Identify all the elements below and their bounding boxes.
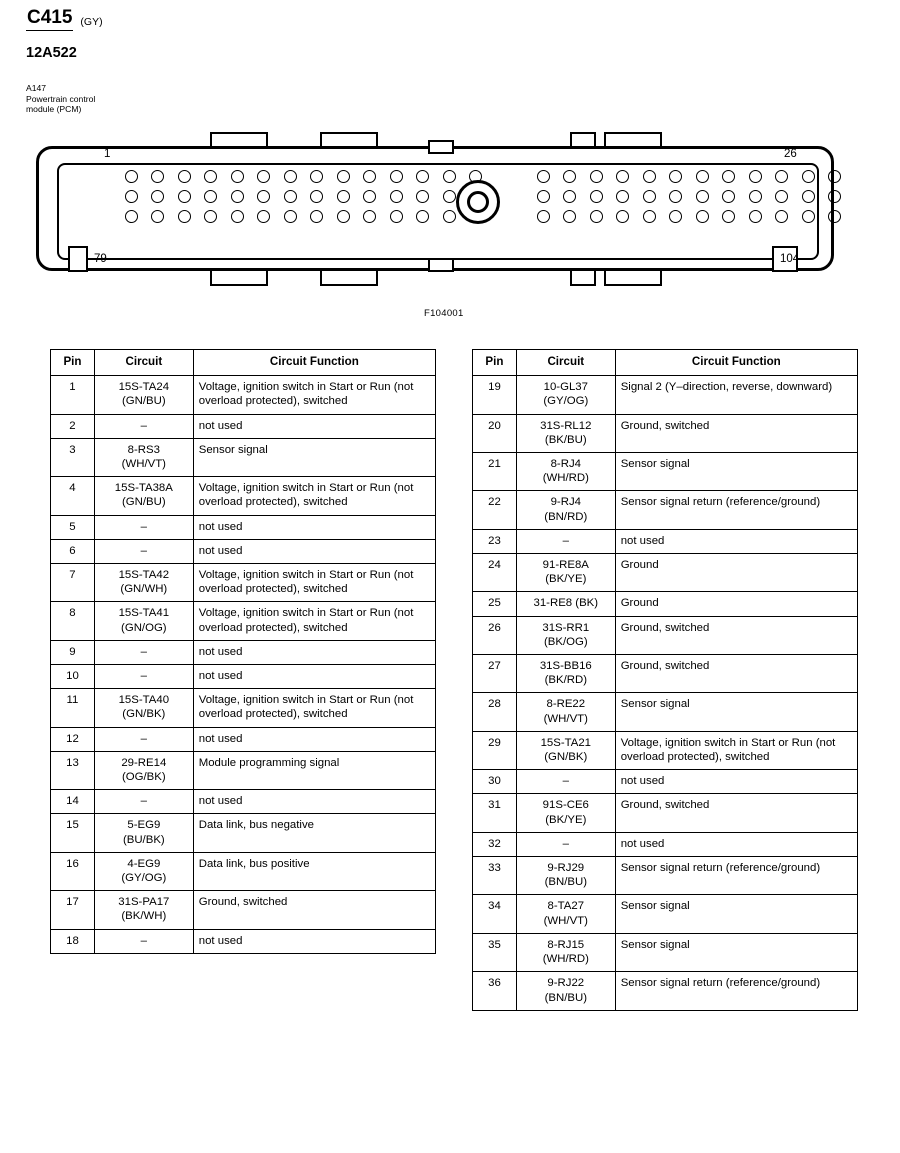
connector-color-code: (GY) — [80, 16, 103, 28]
pin-hole — [257, 210, 270, 223]
cell-circuit: – — [94, 414, 193, 438]
cell-circuit-function: Voltage, ignition switch in Start or Run (not overload protected), switched — [193, 376, 435, 414]
pin-hole — [696, 190, 709, 203]
cell-circuit-function: Ground — [615, 554, 857, 592]
table-row — [473, 453, 858, 491]
connector-center-notch-bottom — [428, 258, 454, 272]
table-row — [51, 852, 436, 890]
pin-hole — [775, 170, 788, 183]
table-row — [473, 414, 858, 452]
cell-pin: 10 — [51, 665, 95, 689]
cell-circuit: 8-RS3 (WH/VT) — [94, 438, 193, 476]
cell-circuit: 8-TA27 (WH/VT) — [516, 895, 615, 933]
pin-table-right-wrap — [472, 349, 858, 1011]
table-row — [473, 376, 858, 414]
cell-circuit: 15S-TA42 (GN/WH) — [94, 564, 193, 602]
cell-pin: 1 — [51, 376, 95, 414]
cell-circuit: 5-EG9 (BU/BK) — [94, 814, 193, 852]
cell-pin: 34 — [473, 895, 517, 933]
cell-circuit: – — [94, 539, 193, 563]
table-row — [473, 832, 858, 856]
cell-circuit: – — [94, 665, 193, 689]
cell-pin: 17 — [51, 891, 95, 929]
pin-number-bottom-left: 79 — [94, 253, 107, 265]
cell-circuit-function: Sensor signal return (reference/ground) — [615, 972, 857, 1010]
cell-circuit-function: Sensor signal — [615, 693, 857, 731]
cell-circuit: 8-RJ15 (WH/RD) — [516, 933, 615, 971]
cell-circuit: 15S-TA24 (GN/BU) — [94, 376, 193, 414]
cell-circuit-function: not used — [615, 529, 857, 553]
table-row — [51, 929, 436, 953]
cell-circuit-function: Ground, switched — [615, 655, 857, 693]
pin-table-left — [50, 349, 436, 954]
pin-table-right — [472, 349, 858, 1011]
pin-hole — [443, 170, 456, 183]
pin-hole — [257, 170, 270, 183]
pin-hole — [337, 170, 350, 183]
cell-circuit-function: not used — [193, 640, 435, 664]
pin-hole — [231, 170, 244, 183]
cell-circuit-function: Sensor signal return (reference/ground) — [615, 491, 857, 529]
cell-circuit-function: not used — [615, 770, 857, 794]
pin-hole — [443, 190, 456, 203]
cell-circuit: – — [94, 790, 193, 814]
cell-circuit-function: Ground, switched — [615, 794, 857, 832]
table-row — [473, 491, 858, 529]
cell-circuit: 31-RE8 (BK) — [516, 592, 615, 616]
pin-hole — [363, 210, 376, 223]
cell-circuit-function: Sensor signal — [615, 453, 857, 491]
pin-table-left-wrap — [50, 349, 436, 954]
table-row — [51, 891, 436, 929]
cell-circuit-function: Voltage, ignition switch in Start or Run (not overload protected), switched — [193, 689, 435, 727]
cell-pin: 19 — [473, 376, 517, 414]
figure-id: F104001 — [424, 308, 464, 319]
pin-hole — [749, 170, 762, 183]
pin-hole — [775, 210, 788, 223]
pin-hole — [749, 210, 762, 223]
table-row — [473, 616, 858, 654]
cell-circuit: 91S-CE6 (BK/YE) — [516, 794, 615, 832]
cell-circuit: – — [94, 929, 193, 953]
pin-hole — [390, 170, 403, 183]
pin-hole — [616, 190, 629, 203]
cell-circuit: – — [516, 770, 615, 794]
pin-hole — [284, 190, 297, 203]
cell-circuit: 15S-TA41 (GN/OG) — [94, 602, 193, 640]
cell-pin: 32 — [473, 832, 517, 856]
cell-circuit-function: Voltage, ignition switch in Start or Run (not overload protected), switched — [193, 602, 435, 640]
table-row — [473, 655, 858, 693]
cell-pin: 26 — [473, 616, 517, 654]
connector-keyway-left — [68, 246, 88, 272]
cell-pin: 22 — [473, 491, 517, 529]
table-row — [473, 770, 858, 794]
cell-pin: 14 — [51, 790, 95, 814]
cell-circuit: 10-GL37 (GY/OG) — [516, 376, 615, 414]
pin-hole — [151, 170, 164, 183]
cell-circuit: 9-RJ22 (BN/BU) — [516, 972, 615, 1010]
pin-hole — [231, 210, 244, 223]
cell-circuit-function: Data link, bus negative — [193, 814, 435, 852]
pin-hole — [125, 210, 138, 223]
pin-hole — [590, 210, 603, 223]
pin-hole — [310, 170, 323, 183]
cell-circuit: 31S-RL12 (BK/BU) — [516, 414, 615, 452]
cell-circuit-function: Ground, switched — [615, 616, 857, 654]
cell-pin: 30 — [473, 770, 517, 794]
cell-pin: 4 — [51, 477, 95, 515]
cell-circuit: 8-RJ4 (WH/RD) — [516, 453, 615, 491]
pin-hole — [749, 190, 762, 203]
pin-hole — [696, 210, 709, 223]
cell-circuit-function: Sensor signal return (reference/ground) — [615, 857, 857, 895]
connector-center-notch-top — [428, 140, 454, 154]
connector-id: C415 — [26, 8, 73, 31]
pin-hole — [643, 190, 656, 203]
pin-hole — [590, 190, 603, 203]
pin-hole-grid-left — [118, 166, 489, 226]
cell-pin: 2 — [51, 414, 95, 438]
pin-hole — [563, 170, 576, 183]
cell-pin: 20 — [473, 414, 517, 452]
table-row — [473, 592, 858, 616]
pin-hole — [802, 210, 815, 223]
pin-number-top-left: 1 — [104, 148, 111, 160]
cell-circuit: 29-RE14 (OG/BK) — [94, 751, 193, 789]
pin-hole — [828, 210, 841, 223]
cell-pin: 16 — [51, 852, 95, 890]
table-header-row — [473, 350, 858, 376]
pin-hole — [416, 190, 429, 203]
cell-circuit-function: Sensor signal — [615, 895, 857, 933]
pin-hole — [669, 210, 682, 223]
cell-circuit-function: not used — [193, 665, 435, 689]
table-row — [51, 814, 436, 852]
table-row — [473, 972, 858, 1010]
cell-pin: 24 — [473, 554, 517, 592]
column-header-pin: Pin — [473, 350, 517, 376]
device-label — [26, 83, 103, 115]
pin-hole — [828, 190, 841, 203]
cell-circuit: 9-RJ4 (BN/RD) — [516, 491, 615, 529]
pin-number-top-right: 26 — [784, 148, 797, 160]
cell-circuit-function: not used — [193, 727, 435, 751]
cell-circuit-function: Module programming signal — [193, 751, 435, 789]
pin-hole — [669, 170, 682, 183]
cell-pin: 23 — [473, 529, 517, 553]
device-name-line2: module (PCM) — [26, 104, 82, 115]
column-header-circuit: Circuit — [94, 350, 193, 376]
cell-circuit-function: not used — [193, 929, 435, 953]
pin-hole — [178, 190, 191, 203]
table-row — [51, 602, 436, 640]
pin-hole — [802, 170, 815, 183]
table-row — [473, 857, 858, 895]
table-row — [473, 794, 858, 832]
cell-circuit: – — [516, 529, 615, 553]
cell-circuit-function: Sensor signal — [193, 438, 435, 476]
cell-pin: 21 — [473, 453, 517, 491]
table-row — [51, 640, 436, 664]
table-row — [473, 895, 858, 933]
table-row — [51, 376, 436, 414]
pin-hole — [563, 210, 576, 223]
table-row — [51, 515, 436, 539]
cell-circuit-function: Voltage, ignition switch in Start or Run (not overload protected), switched — [193, 477, 435, 515]
pin-hole — [178, 210, 191, 223]
pin-hole — [204, 210, 217, 223]
cell-pin: 3 — [51, 438, 95, 476]
pin-hole — [390, 190, 403, 203]
cell-pin: 31 — [473, 794, 517, 832]
pin-number-bottom-right: 104 — [780, 253, 800, 265]
pin-hole — [337, 190, 350, 203]
pin-hole — [178, 170, 191, 183]
cell-circuit-function: Voltage, ignition switch in Start or Run (not overload protected), switched — [615, 731, 857, 769]
device-name-line1: Powertrain control — [26, 93, 96, 104]
table-row — [473, 933, 858, 971]
cell-circuit: 4-EG9 (GY/OG) — [94, 852, 193, 890]
cell-circuit-function: not used — [615, 832, 857, 856]
cell-circuit-function: not used — [193, 414, 435, 438]
pin-hole — [563, 190, 576, 203]
pin-hole — [537, 190, 550, 203]
cell-pin: 15 — [51, 814, 95, 852]
pin-hole — [643, 210, 656, 223]
cell-circuit: 15S-TA21 (GN/BK) — [516, 731, 615, 769]
table-row — [51, 665, 436, 689]
cell-circuit-function: Ground — [615, 592, 857, 616]
pin-hole — [590, 170, 603, 183]
pin-hole — [696, 170, 709, 183]
pin-hole — [775, 190, 788, 203]
cell-pin: 28 — [473, 693, 517, 731]
cell-pin: 18 — [51, 929, 95, 953]
pin-hole — [537, 210, 550, 223]
pin-hole — [257, 190, 270, 203]
cell-circuit-function: Ground, switched — [193, 891, 435, 929]
table-row — [473, 731, 858, 769]
pin-hole — [722, 210, 735, 223]
connector-diagram — [32, 128, 842, 319]
table-row — [51, 790, 436, 814]
column-header-function: Circuit Function — [193, 350, 435, 376]
cell-pin: 13 — [51, 751, 95, 789]
pin-hole — [125, 170, 138, 183]
column-header-pin: Pin — [51, 350, 95, 376]
pin-hole — [151, 190, 164, 203]
column-header-circuit: Circuit — [516, 350, 615, 376]
pin-hole — [537, 170, 550, 183]
pin-hole — [669, 190, 682, 203]
cell-circuit: – — [516, 832, 615, 856]
cell-circuit-function: not used — [193, 790, 435, 814]
table-row — [51, 477, 436, 515]
pin-hole — [722, 190, 735, 203]
pin-hole — [204, 170, 217, 183]
pin-hole — [363, 190, 376, 203]
part-number: 12A522 — [26, 45, 77, 61]
cell-circuit: 31S-BB16 (BK/RD) — [516, 655, 615, 693]
table-row — [51, 539, 436, 563]
cell-pin: 29 — [473, 731, 517, 769]
pin-hole — [284, 170, 297, 183]
table-row — [473, 529, 858, 553]
cell-pin: 27 — [473, 655, 517, 693]
pin-hole — [204, 190, 217, 203]
pin-hole — [416, 210, 429, 223]
cell-circuit: 31S-RR1 (BK/OG) — [516, 616, 615, 654]
cell-pin: 9 — [51, 640, 95, 664]
cell-pin: 6 — [51, 539, 95, 563]
pin-hole — [722, 170, 735, 183]
pin-hole — [616, 210, 629, 223]
pin-hole — [390, 210, 403, 223]
pin-hole — [443, 210, 456, 223]
cell-circuit: – — [94, 727, 193, 751]
cell-circuit-function: Sensor signal — [615, 933, 857, 971]
pin-hole — [310, 210, 323, 223]
table-header-row — [51, 350, 436, 376]
cell-circuit: – — [94, 515, 193, 539]
connector-center-bolt-hole-inner — [467, 191, 489, 213]
pin-hole — [284, 210, 297, 223]
cell-circuit: 8-RE22 (WH/VT) — [516, 693, 615, 731]
cell-pin: 35 — [473, 933, 517, 971]
cell-pin: 11 — [51, 689, 95, 727]
document-header — [26, 8, 103, 115]
pin-hole — [363, 170, 376, 183]
pin-hole — [828, 170, 841, 183]
cell-pin: 12 — [51, 727, 95, 751]
pin-hole — [231, 190, 244, 203]
cell-pin: 25 — [473, 592, 517, 616]
cell-circuit-function: Data link, bus positive — [193, 852, 435, 890]
cell-circuit: 31S-PA17 (BK/WH) — [94, 891, 193, 929]
cell-circuit: 15S-TA38A (GN/BU) — [94, 477, 193, 515]
table-row — [51, 689, 436, 727]
pin-hole — [802, 190, 815, 203]
cell-circuit: – — [94, 640, 193, 664]
cell-pin: 8 — [51, 602, 95, 640]
cell-circuit-function: Signal 2 (Y–direction, reverse, downward) — [615, 376, 857, 414]
cell-circuit: 15S-TA40 (GN/BK) — [94, 689, 193, 727]
cell-pin: 5 — [51, 515, 95, 539]
pin-hole — [151, 210, 164, 223]
device-code: A147 — [26, 83, 47, 93]
pin-hole — [616, 170, 629, 183]
table-row — [473, 693, 858, 731]
table-row — [51, 564, 436, 602]
pin-hole — [416, 170, 429, 183]
cell-pin: 7 — [51, 564, 95, 602]
connector-title-row — [26, 8, 103, 31]
cell-circuit-function: Voltage, ignition switch in Start or Run (not overload protected), switched — [193, 564, 435, 602]
table-row — [473, 554, 858, 592]
table-row — [51, 438, 436, 476]
column-header-function: Circuit Function — [615, 350, 857, 376]
cell-circuit: 9-RJ29 (BN/BU) — [516, 857, 615, 895]
pin-hole — [125, 190, 138, 203]
table-row — [51, 727, 436, 751]
table-row — [51, 751, 436, 789]
cell-circuit: 91-RE8A (BK/YE) — [516, 554, 615, 592]
cell-pin: 36 — [473, 972, 517, 1010]
pin-hole — [337, 210, 350, 223]
pin-hole-grid-right — [530, 166, 848, 226]
pin-hole — [643, 170, 656, 183]
table-row — [51, 414, 436, 438]
cell-circuit-function: Ground, switched — [615, 414, 857, 452]
cell-pin: 33 — [473, 857, 517, 895]
cell-circuit-function: not used — [193, 539, 435, 563]
pin-hole — [310, 190, 323, 203]
cell-circuit-function: not used — [193, 515, 435, 539]
